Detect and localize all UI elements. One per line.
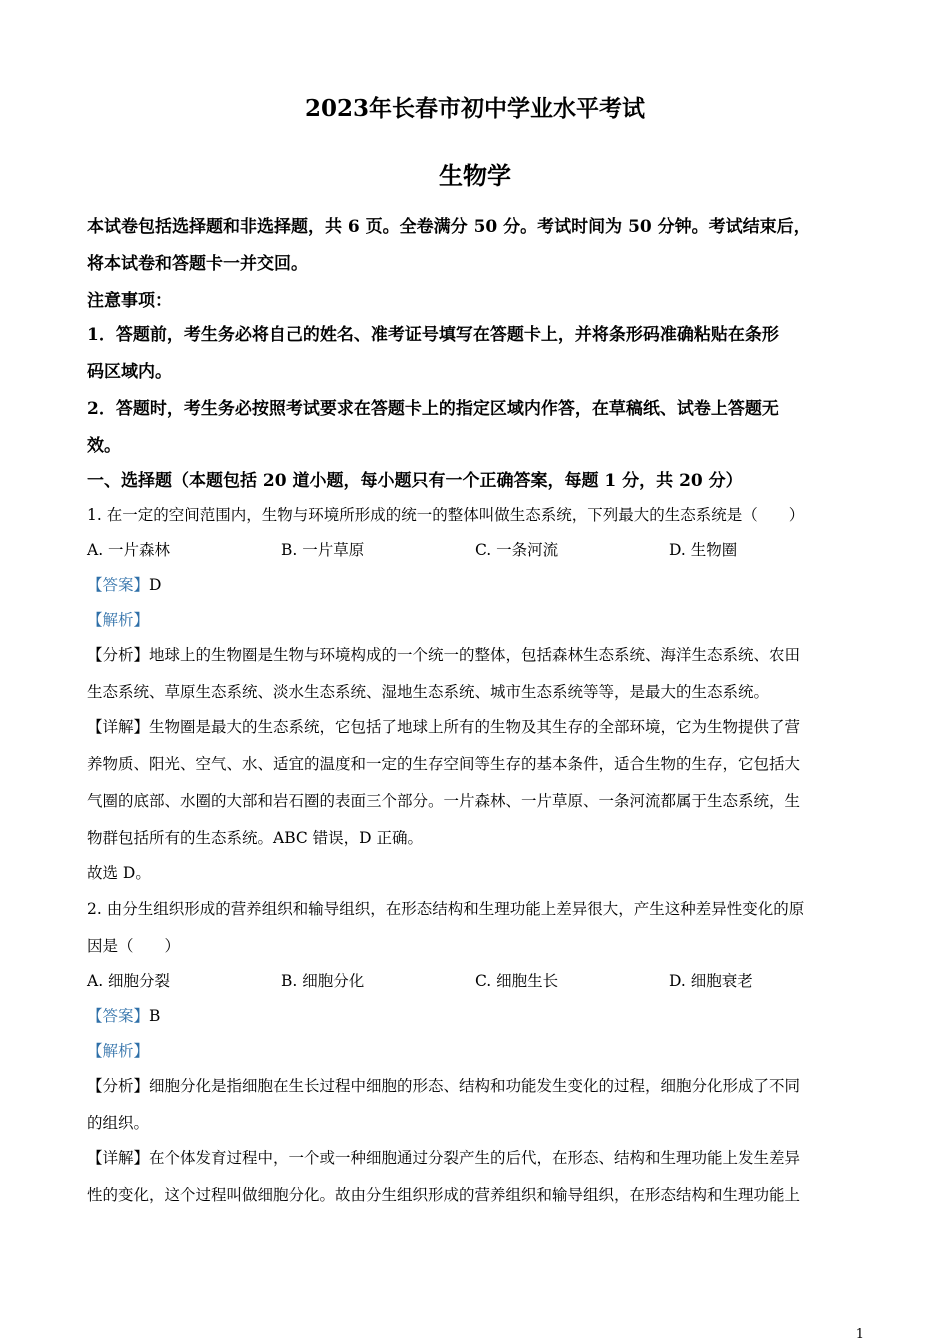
q2-answer-row [87, 1004, 867, 1026]
q2-fenxi-line-1 [87, 1074, 867, 1096]
q1-option-c: C. 一条河流 [475, 541, 559, 559]
page-number: 1 [855, 1327, 864, 1342]
exam-title: 2023年长春市初中学业水平考试 [304, 95, 645, 122]
q1-conclusion: 故选 D。 [87, 864, 151, 882]
q1-xiangjie-line-3: 气圈的底部、水圈的大部和岩石圈的表面三个部分。一片森林、一片草原、一条河流都属于生态系统，生 [87, 792, 801, 810]
q1-fenxi-line-2: 生态系统、草原生态系统、淡水生态系统、湿地生态系统、城市生态系统等等，是最大的生态系统。 [87, 683, 770, 701]
xiangjie-tag: 【详解】 [87, 718, 150, 736]
question-2-stem-line-1: 2. 由分生组织形成的营养组织和输导组织，在形态结构和生理功能上差异很大，产生这种差异性变化的原 [87, 900, 805, 918]
q2-option-a: A. 细胞分裂 [87, 972, 171, 990]
xiangjie-tag: 【详解】 [87, 1149, 150, 1167]
xiangjie-text: 在个体发育过程中，一个或一种细胞通过分裂产生的后代，在形态、结构和生理功能上发生差异 [149, 1149, 801, 1167]
answer-tag: 【答案】 [87, 576, 150, 594]
notice-title: 注意事项： [87, 291, 172, 311]
question-2-stem-line-2: 因是（ ） [87, 937, 181, 955]
q1-option-b: B. 一片草原 [281, 541, 365, 559]
q1-fenxi-line-1 [87, 643, 867, 665]
fenxi-tag: 【分析】 [87, 1077, 150, 1095]
q1-option-a: A. 一片森林 [87, 541, 171, 559]
q1-option-d: D. 生物圈 [669, 541, 738, 559]
note-1-line-2: 码区域内。 [87, 362, 172, 382]
intro-line-1: 本试卷包括选择题和非选择题，共 6 页。全卷满分 50 分。考试时间为 50 分钟。考试结束后， [87, 217, 811, 237]
note-2-line-2: 效。 [87, 436, 121, 456]
note-1-line-1: 1．答题前，考生务必将自己的姓名、准考证号填写在答题卡上，并将条形码准确粘贴在条形 [87, 325, 779, 345]
fenxi-tag: 【分析】 [87, 646, 150, 664]
section-heading: 一、选择题（本题包括 20 道小题，每小题只有一个正确答案，每题 1 分，共 20 分） [87, 471, 743, 491]
q2-xiangjie-line-1 [87, 1146, 867, 1168]
intro-line-2: 将本试卷和答题卡一并交回。 [87, 254, 308, 274]
note-2-line-1: 2．答题时，考生务必按照考试要求在答题卡上的指定区域内作答，在草稿纸、试卷上答题无 [87, 399, 779, 419]
q2-xiangjie-line-2: 性的变化，这个过程叫做细胞分化。故由分生组织形成的营养组织和输导组织，在形态结构和生理功能上 [87, 1186, 801, 1204]
q1-xiangjie-line-1 [87, 715, 867, 737]
answer-tag: 【答案】 [87, 1007, 150, 1025]
q1-answer-row [87, 573, 867, 595]
q2-option-b: B. 细胞分化 [281, 972, 365, 990]
fenxi-text: 地球上的生物圈是生物与环境构成的一个统一的整体，包括森林生态系统、海洋生态系统、农田 [149, 646, 801, 664]
q2-option-d: D. 细胞衰老 [669, 972, 753, 990]
analysis-tag: 【解析】 [87, 1042, 150, 1060]
q1-xiangjie-line-4: 物群包括所有的生态系统。ABC 错误，D 正确。 [87, 829, 424, 847]
q2-fenxi-line-2: 的组织。 [87, 1114, 150, 1132]
q2-option-c: C. 细胞生长 [475, 972, 559, 990]
answer-value: D [149, 576, 162, 594]
fenxi-text: 细胞分化是指细胞在生长过程中细胞的形态、结构和功能发生变化的过程，细胞分化形成了不同 [149, 1077, 801, 1095]
xiangjie-text: 生物圈是最大的生态系统，它包括了地球上所有的生物及其生存的全部环境，它为生物提供了营 [149, 718, 801, 736]
answer-value: B [149, 1007, 161, 1025]
q1-xiangjie-line-2: 养物质、阳光、空气、水、适宜的温度和一定的生存空间等生存的基本条件，适合生物的生存，它包括大 [87, 755, 801, 773]
subject-title: 生物学 [439, 161, 511, 190]
question-1-stem: 1. 在一定的空间范围内，生物与环境所形成的统一的整体叫做生态系统，下列最大的生态系统是（ ） [87, 506, 805, 524]
analysis-tag: 【解析】 [87, 611, 150, 629]
